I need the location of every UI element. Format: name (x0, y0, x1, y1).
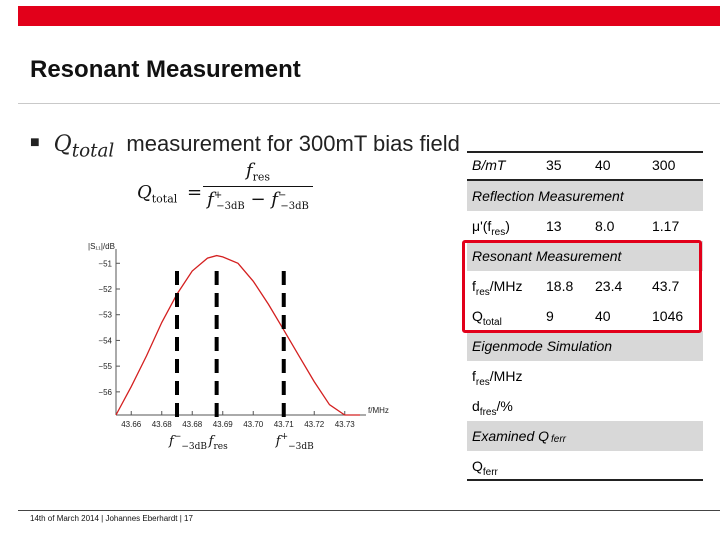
row-label-symbol: Q (472, 458, 483, 474)
y-axis-label: |S₁₁|/dB (88, 242, 115, 251)
table-header-row (467, 151, 703, 181)
x-axis-label: f/MHz (368, 406, 389, 415)
row-value: 9 (546, 308, 554, 324)
header-value-3: 300 (652, 157, 676, 173)
marker-label: $f^-_{-3dB}$ (169, 432, 208, 452)
row-label-symbol: d (472, 398, 480, 414)
marker-label: $f_{res}$ (208, 434, 228, 452)
formula-den-a-sub: −3dB (216, 201, 245, 213)
y-tick-label: −52 (98, 285, 112, 294)
y-tick-label: −53 (98, 310, 112, 320)
top-accent-bar (18, 6, 720, 26)
row-label (472, 218, 510, 238)
x-tick-label: 43.71 (273, 420, 294, 429)
row-label-unit: ) (505, 218, 510, 234)
x-tick-label: 43.73 (334, 420, 355, 429)
slide-title: Resonant Measurement (30, 56, 301, 83)
row-value: 23.4 (595, 278, 623, 294)
table-row (467, 211, 703, 241)
title-divider (18, 103, 720, 104)
section-title: Examined Q (472, 428, 550, 444)
row-label-unit: /MHz (489, 278, 523, 294)
resonance-chart-svg (84, 237, 460, 455)
y-tick-label: −56 (98, 387, 112, 397)
x-tick-label: 43.70 (243, 420, 264, 429)
row-label-sub: res (475, 286, 490, 298)
y-tick-label: −51 (98, 259, 112, 269)
row-label-symbol: f (472, 278, 476, 294)
table-row (467, 451, 703, 481)
row-value: 18.8 (546, 278, 574, 294)
formula-den-b-symbol: f (271, 188, 278, 210)
formula-den-minus: − (244, 188, 272, 210)
x-tick-label: 43.72 (304, 420, 325, 429)
y-tick-label: −54 (98, 336, 112, 346)
row-label-sub: res (475, 376, 490, 388)
formula-den-b-sub: −3dB (280, 201, 309, 213)
row-value: 8.0 (595, 218, 615, 234)
section-title-sub: ferr (551, 434, 566, 445)
section-title: Reflection Measurement (472, 188, 624, 204)
section-title: Eigenmode Simulation (472, 338, 613, 354)
row-value: 1046 (652, 308, 684, 324)
formula-den-a-symbol: f (207, 188, 214, 210)
table-section-header (467, 331, 703, 361)
table-row (467, 361, 703, 391)
resonance-curve (116, 256, 360, 415)
marker-label: $f^+_{-3dB}$ (275, 432, 314, 452)
row-value: 13 (546, 218, 562, 234)
row-value: 1.17 (652, 218, 680, 234)
row-value: 40 (595, 308, 611, 324)
x-tick-label: 43.66 (121, 420, 142, 429)
x-tick-label: 43.68 (182, 420, 203, 429)
formula-den-b-sup: − (277, 189, 287, 201)
resonant-measurement-highlight (462, 240, 702, 333)
table-row (467, 391, 703, 421)
row-label (472, 368, 522, 388)
row-label-unit: /MHz (489, 368, 523, 384)
bullet-q-symbol: Q (53, 132, 72, 157)
bullet-q-subscript: total (71, 140, 115, 162)
formula-equals: = (187, 182, 203, 203)
section-title: Resonant Measurement (472, 248, 622, 264)
x-tick-label: 43.68 (151, 420, 172, 429)
row-label-sub: ferr (482, 466, 498, 478)
row-label-sub: res (491, 226, 506, 238)
row-value: 43.7 (652, 278, 680, 294)
row-label-symbol: f (472, 368, 476, 384)
row-label-sub: fres (479, 406, 497, 418)
header-value-2: 40 (595, 157, 611, 173)
x-tick-label: 43.69 (212, 420, 233, 429)
row-label (472, 458, 498, 478)
bullet-point (30, 131, 460, 161)
formula-num-symbol: f (245, 160, 253, 181)
header-value-1: 35 (546, 157, 562, 173)
table-section-header (467, 181, 703, 211)
header-field-label: B/mT (472, 157, 506, 173)
formula-denominator (203, 189, 313, 213)
slide-footer: 14th of March 2014 | Johannes Eberhardt | 17 (30, 514, 193, 523)
bullet-icon: ■ (30, 134, 40, 151)
formula-num-sub: res (252, 170, 271, 184)
resonance-plot (84, 237, 460, 455)
y-tick-label: −55 (98, 362, 112, 372)
table-section-header (467, 421, 703, 451)
formula-lhs-symbol: Q (137, 182, 152, 203)
row-label-symbol: Q (472, 308, 483, 324)
formula-numerator (203, 160, 313, 184)
footer-divider (18, 510, 720, 511)
row-label-unit: /% (496, 398, 513, 414)
row-label-sub: total (482, 316, 502, 328)
formula-lhs (137, 182, 202, 206)
row-label (472, 398, 513, 418)
table-bottom-rule (467, 479, 703, 481)
formula-lhs-sub: total (151, 192, 178, 206)
fraction-bar (203, 186, 313, 187)
formula-fraction (203, 160, 313, 212)
formula-den-a-sup: + (213, 189, 223, 201)
bullet-text: measurement for 300mT bias field (126, 131, 460, 156)
row-label-symbol: μ'(f (472, 218, 492, 234)
